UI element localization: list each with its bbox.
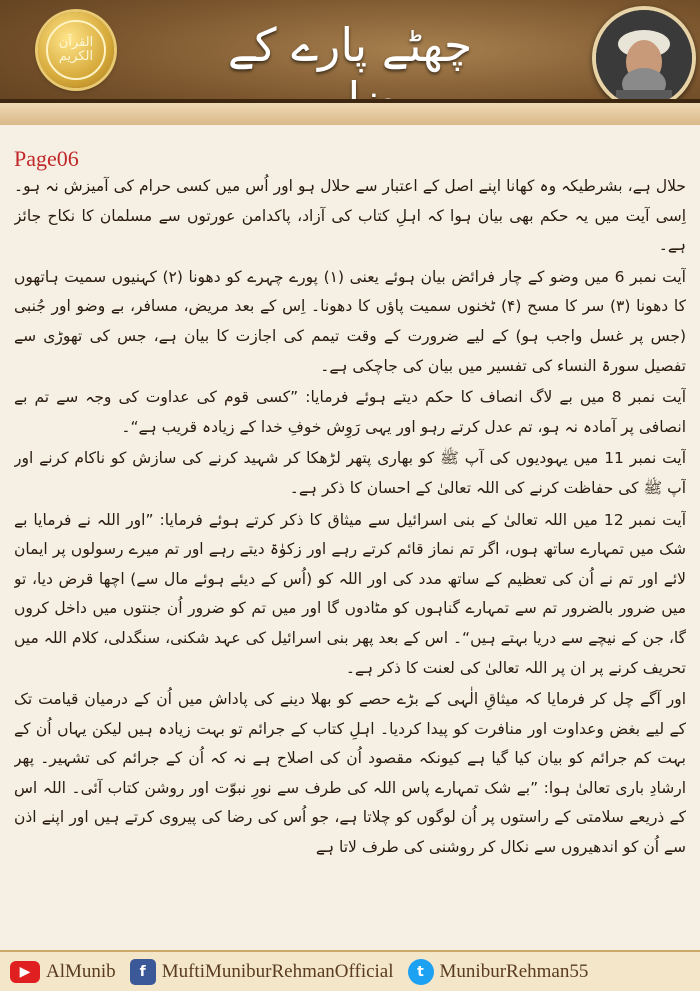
paragraph: آیت نمبر 11 میں یہودیوں کی آپ ﷺ کو بھاری پتھر لڑھکا کر شہید کرنے کی سازش کو ناکام کرنے اور آپ ﷺ کی حفاظت کرنے کی اللہ تعالیٰ کے احسان کا ذکر ہے۔ [14, 449, 686, 497]
page-number-label: Page06 [14, 146, 79, 171]
facebook-handle: MuftiMuniburRehmanOfficial [161, 960, 394, 982]
paragraph: اور آگے چل کر فرمایا کہ میثاقِ الٰہی کے بڑے حصے کو بھلا دینے کی پاداش میں اُن کے درمیان قیامت تک کے لیے بغض وعداوت اور منافرت کو پیدا کردیا۔ اہلِ کتاب کے جرائم تو بہت زیادہ ہیں لیکن یہاں اُن کے بہت کم جرائم کو بیان کیا گیا ہے کیونکہ مقصود اُن کی اصلاح ہے نہ کہ اُن کے جرائم کی تشہیر۔ پھر ارشادِ باری تعالیٰ ہوا: ”بے شک تمہارے پاس اللہ کی طرف سے نورِ نبوّت اور روشن کتاب آئی۔ اللہ اس کے ذریعے سلامتی کے راستوں پر اُن لوگوں کو چلاتا ہے، جو اُس کی رضا کی پیروی کرتے ہیں اور اپنے اذن سے اُن کو اندھیروں سے نکال کر روشنی کی طرف لاتا ہے [14, 690, 686, 857]
header-band [0, 103, 700, 125]
author-portrait-image [596, 10, 692, 106]
paragraph: آیت نمبر 6 میں وضو کے چار فرائض بیان ہوئے یعنی (۱) پورے چہرے کو دھونا (۲) کہنیوں سمیت ہاتھوں کا دھونا (۳) سر کا مسح (۴) ٹخنوں سمیت پاؤں کا دھونا۔ اِس کے بعد مریض، مسافر، بے وضو اور جُنبی (جس پر غسل واجب ہو) کے لیے ضرورت کے وقت تیمم کی اجازت کا بیان ہے، جس کی تھوڑی سے تفصیل سورۃ النساء کی تفسیر میں بیان کی جاچکی ہے۔ [14, 267, 686, 375]
paragraph: آیت نمبر 8 میں بے لاگ انصاف کا حکم دیتے ہوئے فرمایا: ”کسی قوم کی عداوت کی وجہ سے تم بے انصافی پر آمادہ نہ ہو، تم عدل کرتے رہو اور یہی رَوِش خوفِ خدا کے زیادہ قریب ہے“۔ [14, 388, 686, 436]
page-title: چھٹے پارے کے [227, 18, 473, 72]
social-footer [0, 950, 700, 991]
twitter-handle: MuniburRehman55 [439, 960, 589, 982]
youtube-icon: ▶ [10, 961, 40, 983]
facebook-link[interactable] [130, 959, 394, 985]
paragraph: حلال ہے، بشرطیکہ وہ کھانا اپنے اصل کے اعتبار سے حلال ہو اور اُس میں کسی حرام کی آمیزش نہ ہو۔ اِسی آیت میں یہ حکم بھی بیان ہوا کہ اہلِ کتاب کی آزاد، پاکدامن عورتوں سے مسلمان کا نکاح جائز ہے۔ [14, 177, 686, 255]
author-portrait [592, 6, 696, 110]
quran-logo-icon [38, 12, 114, 88]
twitter-icon: t [408, 959, 434, 985]
facebook-icon: f [130, 959, 156, 985]
twitter-link[interactable] [408, 959, 589, 985]
article-body [14, 172, 686, 944]
youtube-link[interactable] [10, 961, 116, 983]
youtube-handle: AlMunib [46, 960, 116, 982]
logo-text: القرآن الكريم [46, 20, 106, 80]
paragraph: آیت نمبر 12 میں اللہ تعالیٰ کے بنی اسرائیل سے میثاق کا ذکر کرتے ہوئے فرمایا: ”اور اللہ نے فرمایا بے شک میں تمہارے ساتھ ہوں، اگر تم نماز قائم کرتے رہے اور زکوٰۃ دیتے رہے اور تم میرے رسولوں پر ایمان لائے اور تم نے اُن کی تعظیم کے ساتھ مدد کی اور اللہ کو (اُس کے دیئے ہوئے مال سے) اچھا قرض دیا، تو میں ضرور بالضرور تم سے تمہارے گناہوں کو مٹادوں گا اور میں تم کو ضرور اُن جنتوں میں داخل کروں گا، جن کے نیچے سے دریا بہتے ہیں“۔ اس کے بعد پھر بنی اسرائیل کی عہد شکنی، سنگدلی، کلام اللہ میں تحریف کرنے پر ان پر اللہ تعالیٰ کی لعنت کا ذکر ہے۔ [14, 510, 686, 677]
header-banner [0, 0, 700, 125]
